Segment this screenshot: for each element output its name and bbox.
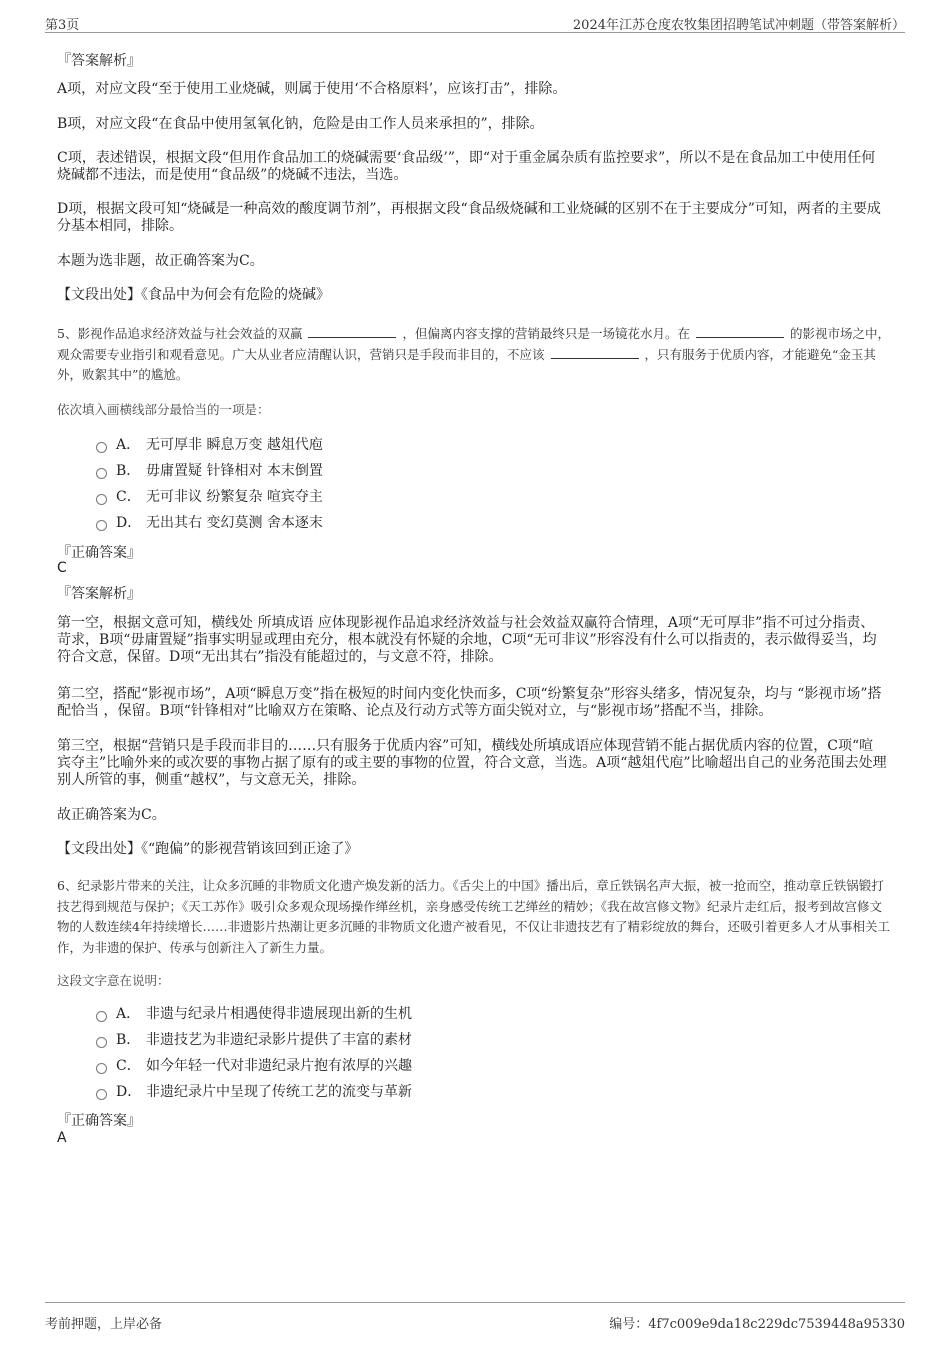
q5-correct-answer: C: [57, 560, 67, 576]
radio-icon[interactable]: [96, 520, 107, 531]
q5-analysis-label: 『答案解析』: [57, 586, 141, 602]
footer-code: 编号：4f7c009e9da18c229dc7539448a95330: [609, 1317, 905, 1332]
page-number: 第3页: [45, 18, 80, 33]
q6-correct-answer: A: [57, 1130, 67, 1146]
radio-icon[interactable]: [96, 1089, 107, 1100]
q6-option-c[interactable]: C． 如今年轻一代对非遗纪录片抱有浓厚的兴趣: [96, 1057, 412, 1075]
q4-analysis-b: B项，对应文段“在食品中使用氢氧化钠，危险是由工作人员来承担的”，排除。: [57, 116, 544, 132]
q4-analysis-a: A项，对应文段“至于使用工业烧碱，则属于使用‘不合格原料’，应该打击”，排除。: [57, 81, 567, 97]
q5-analysis-p1: 第一空，根据文意可知，横线处 所填成语 应体现影视作品追求经济效益与社会效益双赢符合情理，A项“无可厚非”指不可过分指责、苛求，B项“毋庸置疑”指事实明显或理由充分，根本就没有怀疑的余地，C项“无可非议”形容没有什么可以指责的，表示做得妥当，均符合文意，保留。D项“无出其右”指没有能超过的，与文意不符，排除。: [57, 615, 877, 665]
q6-correct-label: 『正确答案』: [57, 1113, 141, 1129]
q4-analysis-label: 『答案解析』: [57, 53, 141, 69]
q5-source: 【文段出处】《“跑偏”的影视营销该回到正途了》: [57, 841, 359, 857]
q6-option-a[interactable]: A． 非遗与纪录片相遇使得非遗展现出新的生机: [96, 1005, 412, 1023]
q5-question-text: 5、影视作品追求经济效益与社会效益的双赢 ，但偏离内容支撑的营销最终只是一场镜花水月。在 的影视市场之中，观众需要专业指引和观看意见。广大从业者应清醒认识，营销只是手段而非目的，不应该 ，只有服务于优质内容，才能避免“金玉其外，败絮其中”的尴尬。: [57, 326, 890, 382]
q5-prompt: 依次填入画横线部分最恰当的一项是：: [57, 402, 270, 417]
q5-option-d[interactable]: D． 无出其右 变幻莫测 舍本逐末: [96, 514, 323, 532]
q5-option-b[interactable]: B． 毋庸置疑 针锋相对 本末倒置: [96, 462, 323, 480]
q6-option-d[interactable]: D． 非遗纪录片中呈现了传统工艺的流变与革新: [96, 1083, 412, 1101]
q5-option-c[interactable]: C． 无可非议 纷繁复杂 喧宾夺主: [96, 488, 323, 506]
radio-icon[interactable]: [96, 1063, 107, 1074]
q6-prompt: 这段文字意在说明：: [57, 973, 170, 988]
q5-analysis-p2: 第二空，搭配“影视市场”，A项“瞬息万变”指在极短的时间内变化快而多，C项“纷繁复杂”形容头绪多，情况复杂，均与 “影视市场”搭配恰当 ，保留。B项“针锋相对”比喻双方在策略、论点及行动方式等方面尖锐对立，与“影视市场”搭配不当，排除。: [57, 686, 882, 719]
q4-source: 【文段出处】《食品中为何会有危险的烧碱》: [57, 287, 330, 303]
document-title: 2024年江苏仓度农牧集团招聘笔试冲刺题（带答案解析）: [572, 18, 905, 33]
blank-1: [308, 325, 396, 338]
radio-icon[interactable]: [96, 494, 107, 505]
footer-slogan: 考前押题，上岸必备: [45, 1317, 163, 1332]
q5-option-a[interactable]: A． 无可厚非 瞬息万变 越俎代庖: [96, 436, 323, 454]
blank-3: [551, 346, 639, 359]
page-footer: [45, 1302, 905, 1333]
radio-icon[interactable]: [96, 1011, 107, 1022]
radio-icon[interactable]: [96, 1037, 107, 1048]
q4-analysis-d: D项，根据文段可知“烧碱是一种高效的酸度调节剂”，再根据文段“食品级烧碱和工业烧碱的区别不在于主要成分”可知，两者的主要成分基本相同，排除。: [57, 201, 881, 234]
q6-option-b[interactable]: B． 非遗技艺为非遗纪录影片提供了丰富的素材: [96, 1031, 412, 1049]
q5-correct-label: 『正确答案』: [57, 545, 141, 561]
radio-icon[interactable]: [96, 442, 107, 453]
q4-analysis-c: C项，表述错误，根据文段“但用作食品加工的烧碱需要‘食品级’”，即“对于重金属杂质有监控要求”，所以不是在食品加工中使用任何烧碱都不违法，而是使用“食品级”的烧碱不违法，当选。: [57, 150, 876, 183]
q5-analysis-p3: 第三空，根据“营销只是手段而非目的……只有服务于优质内容”可知，横线处所填成语应体现营销不能占据优质内容的位置，C项“喧宾夺主”比喻外来的或次要的事物占据了原有的或主要的事物的位置，符合文意，当选。A项“越俎代庖”比喻超出自己的业务范围去处理别人所管的事，侧重“越权”，与文意无关，排除。: [57, 738, 887, 788]
radio-icon[interactable]: [96, 468, 107, 479]
q6-question-text: 6、纪录影片带来的关注，让众多沉睡的非物质文化遗产焕发新的活力。《舌尖上的中国》播出后，章丘铁锅名声大振，被一抢而空，推动章丘铁锅锻打技艺得到规范与保护；《天工苏作》吸引众多观众现场操作缂丝机，亲身感受传统工艺缂丝的精妙；《我在故宫修文物》纪录片走红后，报考到故宫修文物的人数连续4年持续增长……非遗影片热潮让更多沉睡的非物质文化遗产被看见，不仅让非遗技艺有了精彩绽放的舞台，还吸引着更多人才从事相关工作，为非遗的保护、传承与创新注入了新生力量。: [57, 878, 890, 955]
page-header: [45, 12, 905, 33]
blank-2: [696, 325, 784, 338]
q5-conclusion: 故正确答案为C。: [57, 807, 166, 823]
q4-conclusion: 本题为选非题，故正确答案为C。: [57, 253, 264, 269]
